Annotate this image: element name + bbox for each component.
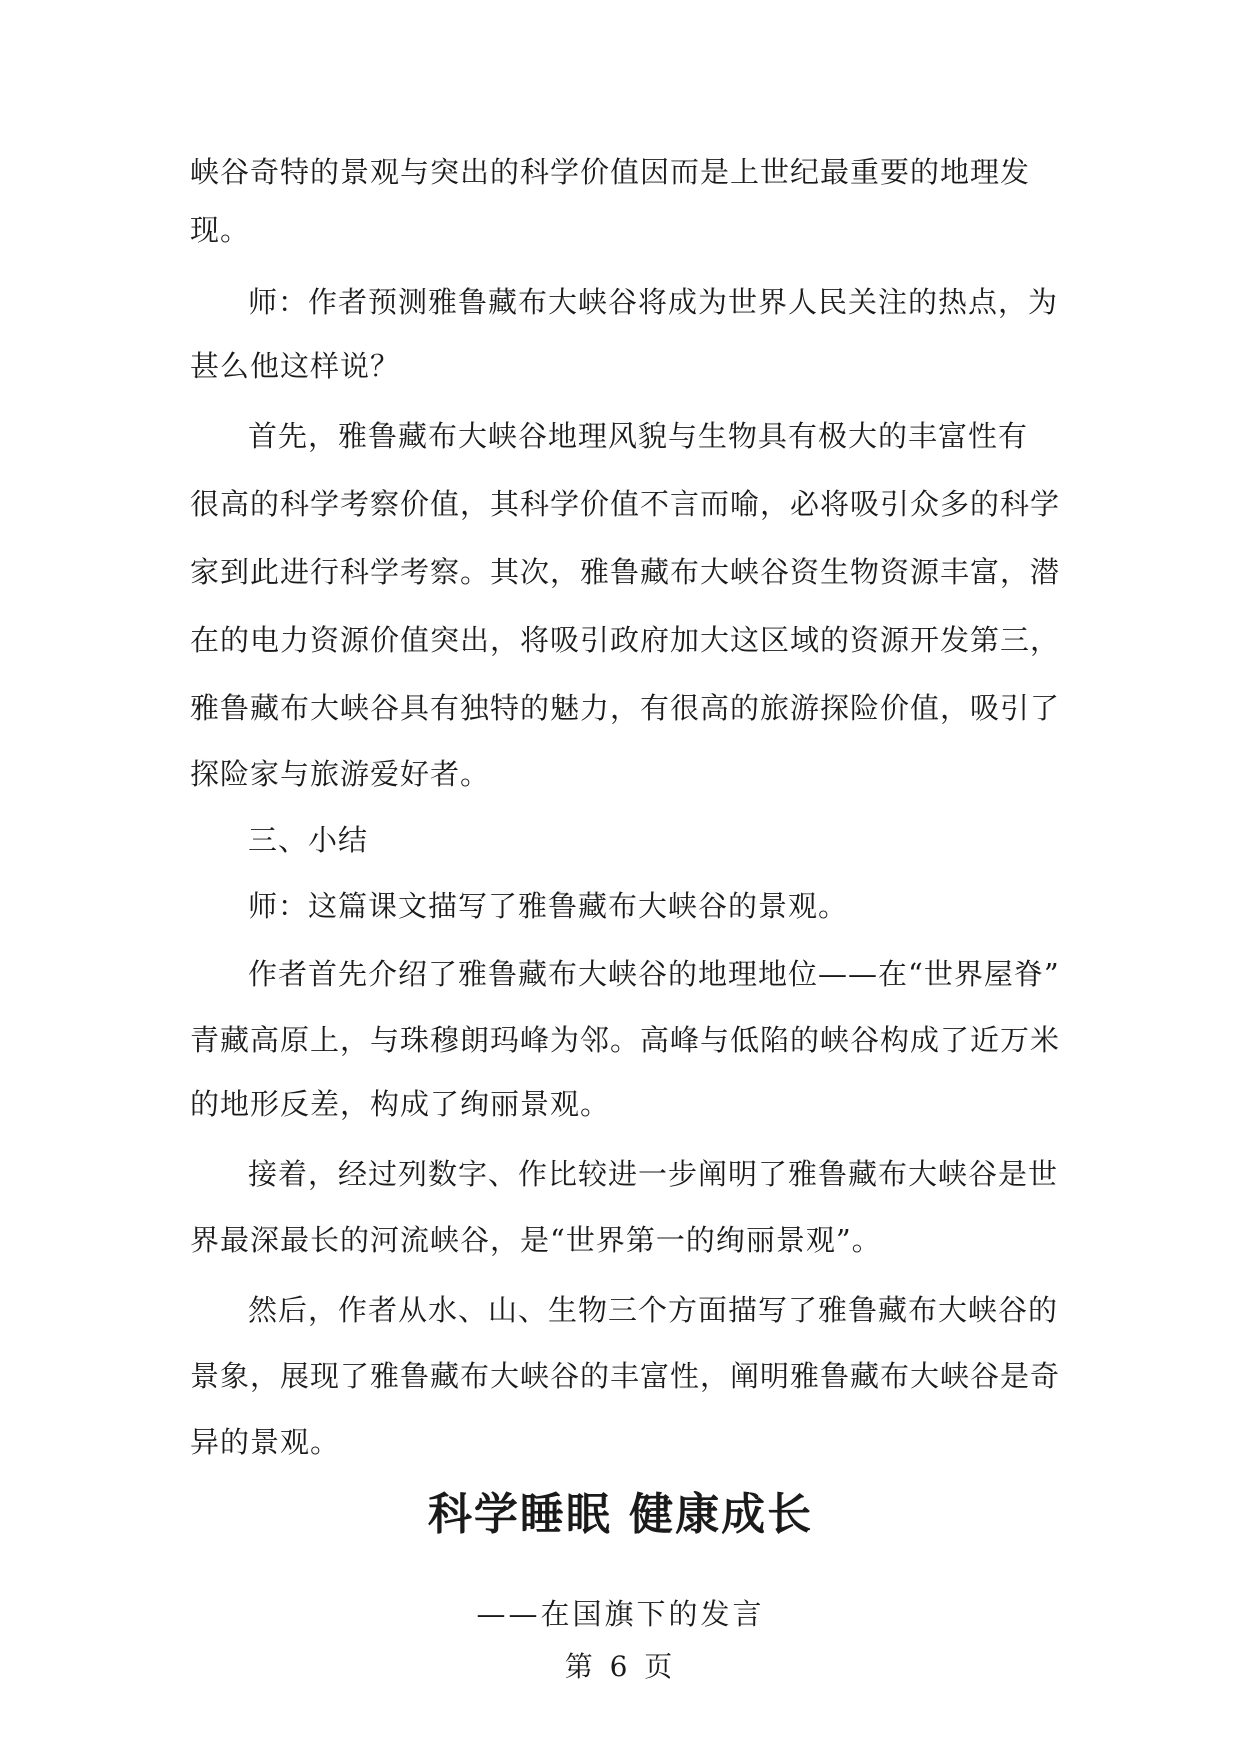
text-line-17: 界最深最长的河流峡谷，是“世界第一的绚丽景观”。 bbox=[190, 1223, 882, 1257]
text-line-15: 的地形反差，构成了绚丽景观。 bbox=[190, 1087, 611, 1121]
article-subtitle: ——在国旗下的发言 bbox=[476, 1597, 765, 1631]
text-line-12: 师：这篇课文描写了雅鲁藏布大峡谷的景观。 bbox=[248, 889, 849, 923]
text-line-19: 景象，展现了雅鲁藏布大峡谷的丰富性，阐明雅鲁藏布大峡谷是奇 bbox=[190, 1359, 1061, 1393]
article-title: 科学睡眠 健康成长 bbox=[427, 1489, 814, 1540]
text-line-2: 现。 bbox=[190, 213, 251, 247]
text-line-1: 峡谷奇特的景观与突出的科学价值因而是上世纪最重要的地理发 bbox=[190, 155, 1031, 189]
text-line-8: 在的电力资源价值突出，将吸引政府加大这区域的资源开发第三， bbox=[190, 623, 1061, 657]
text-line-4: 甚么他这样说？ bbox=[190, 349, 401, 383]
text-line-16: 接着，经过列数字、作比较进一步阐明了雅鲁藏布大峡谷是世 bbox=[248, 1157, 1059, 1191]
text-line-6: 很高的科学考察价值，其科学价值不言而喻，必将吸引众多的科学 bbox=[190, 487, 1061, 521]
page-number: 第 6 页 bbox=[564, 1650, 677, 1683]
text-line-9: 雅鲁藏布大峡谷具有独特的魅力，有很高的旅游探险价值，吸引了 bbox=[190, 691, 1061, 725]
text-line-3: 师：作者预测雅鲁藏布大峡谷将成为世界人民关注的热点，为 bbox=[248, 285, 1059, 319]
section-heading: 三、小结 bbox=[248, 823, 369, 857]
text-line-5: 首先，雅鲁藏布大峡谷地理风貌与生物具有极大的丰富性有 bbox=[248, 419, 1029, 453]
text-line-13: 作者首先介绍了雅鲁藏布大峡谷的地理地位——在“世界屋脊” bbox=[248, 957, 1060, 991]
text-line-18: 然后，作者从水、山、生物三个方面描写了雅鲁藏布大峡谷的 bbox=[248, 1293, 1059, 1327]
text-line-7: 家到此进行科学考察。其次，雅鲁藏布大峡谷资生物资源丰富，潜 bbox=[190, 555, 1061, 589]
text-line-10: 探险家与旅游爱好者。 bbox=[190, 757, 491, 791]
text-line-14: 青藏高原上，与珠穆朗玛峰为邻。高峰与低陷的峡谷构成了近万米 bbox=[190, 1023, 1061, 1057]
text-line-20: 异的景观。 bbox=[190, 1425, 341, 1459]
